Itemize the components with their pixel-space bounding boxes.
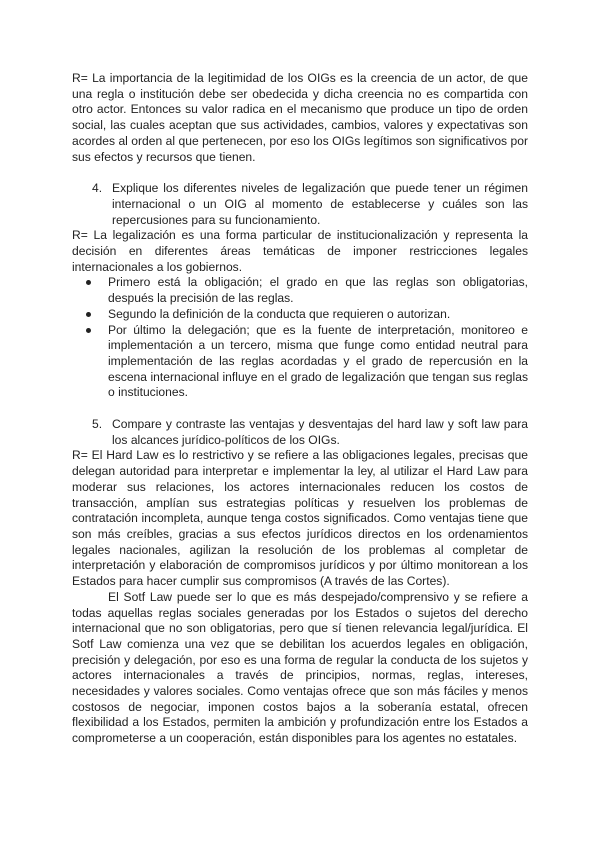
answer-q4-bullet-list xyxy=(72,275,528,401)
bullet-item-text: Por último la delegación; que es la fuente de interpretación, monitoreo e implementación a un tercero, misma que funge como entidad neutral para implementación de las reglas acordadas y el grado de repercusión en la escena internacional influye en el grado de legalización que tengan sus reglas o instituciones. xyxy=(108,322,528,400)
bullet-item xyxy=(72,307,528,323)
bullet-dot-icon xyxy=(86,312,91,317)
question-4-text: Explique los diferentes niveles de legalización que puede tener un régimen internacional o un OIG al momento de establecerse y cuáles son las repercusiones para su funcionamiento. xyxy=(112,181,528,227)
bullet-item xyxy=(72,275,528,306)
bullet-item xyxy=(72,323,528,402)
bullet-item-text: Segundo la definición de la conducta que requieren o autorizan. xyxy=(108,306,451,321)
question-5-number: 5. xyxy=(92,417,103,432)
answer-q3-paragraph: R= La importancia de la legitimidad de los OIGs es la creencia de un actor, de que una regla o institución debe ser obedecida y dicha creencia no es compartida con otro actor. Entonces su valor radica en el mecanismo que produce un tipo de orden social, las cuales aceptan que sus actividades, cambios, valores y expectativas son acordes al orden al que pertenecen, por eso los OIGs legítimos son significativos por sus efectos y recursos que tienen. xyxy=(72,71,528,164)
question-4-number: 4. xyxy=(92,181,103,196)
question-4 xyxy=(92,181,528,228)
bullet-item-text: Primero está la obligación; el grado en que las reglas son obligatorias, después la precisión de las reglas. xyxy=(108,275,528,306)
bullet-dot-icon xyxy=(86,328,91,333)
question-5-text: Compare y contraste las ventajas y desventajas del hard law y soft law para los alcances jurídico-políticos de los OIGs. xyxy=(112,417,528,447)
answer-q5-hard-law-paragraph: R= El Hard Law es lo restrictivo y se refiere a las obligaciones legales, precisas que delegan autoridad para interpretar e implementar la ley, al utilizar el Hard Law para moderar sus relaciones, los actores internacionales reducen los costos de transacción, amplían sus estrategias políticas y resuelven los problemas de contratación incompleta, aunque tenga costos significados. Como ventajas tiene que son más creíbles, gracias a sus efectos jurídicos directos en los ordenamientos legales nacionales, agilizan la resolución de los problemas al completar de interpretación y elaboración de compromisos jurídicos y por último monitorean a los Estados para hacer cumplir sus compromisos (A través de las Cortes). xyxy=(72,448,528,589)
answer-q4-paragraph: R= La legalización es una forma particular de institucionalización y representa la decisión en diferentes áreas temáticas de imponer restricciones legales internacionales a los gobiernos. xyxy=(72,228,528,274)
answer-q5-soft-law-paragraph: El Sotf Law puede ser lo que es más despejado/comprensivo y se refiere a todas aquellas reglas sociales generadas por los Estados o sujetos del derecho internacional que no son obligatorias, pero que sí tienen relevancia legal/jurídica. El Sotf Law comienza una vez que se debilitan los acuerdos legales en obligación, precisión y delegación, por eso es una forma de regular la conducta de los sujetos y actores internacionales a través de principios, normas, reglas, intereses, necesidades y valores sociales. Como ventajas ofrece que son más fáciles y menos costosos de negociar, imponen costos bajos a la soberanía estatal, ofrecen flexibilidad a los Estados, permiten la ambición y profundización entre los Estados a comprometerse a un cooperación, están disponibles para los agentes no estatales. xyxy=(72,589,528,746)
question-5 xyxy=(92,417,528,448)
bullet-dot-icon xyxy=(86,280,91,285)
